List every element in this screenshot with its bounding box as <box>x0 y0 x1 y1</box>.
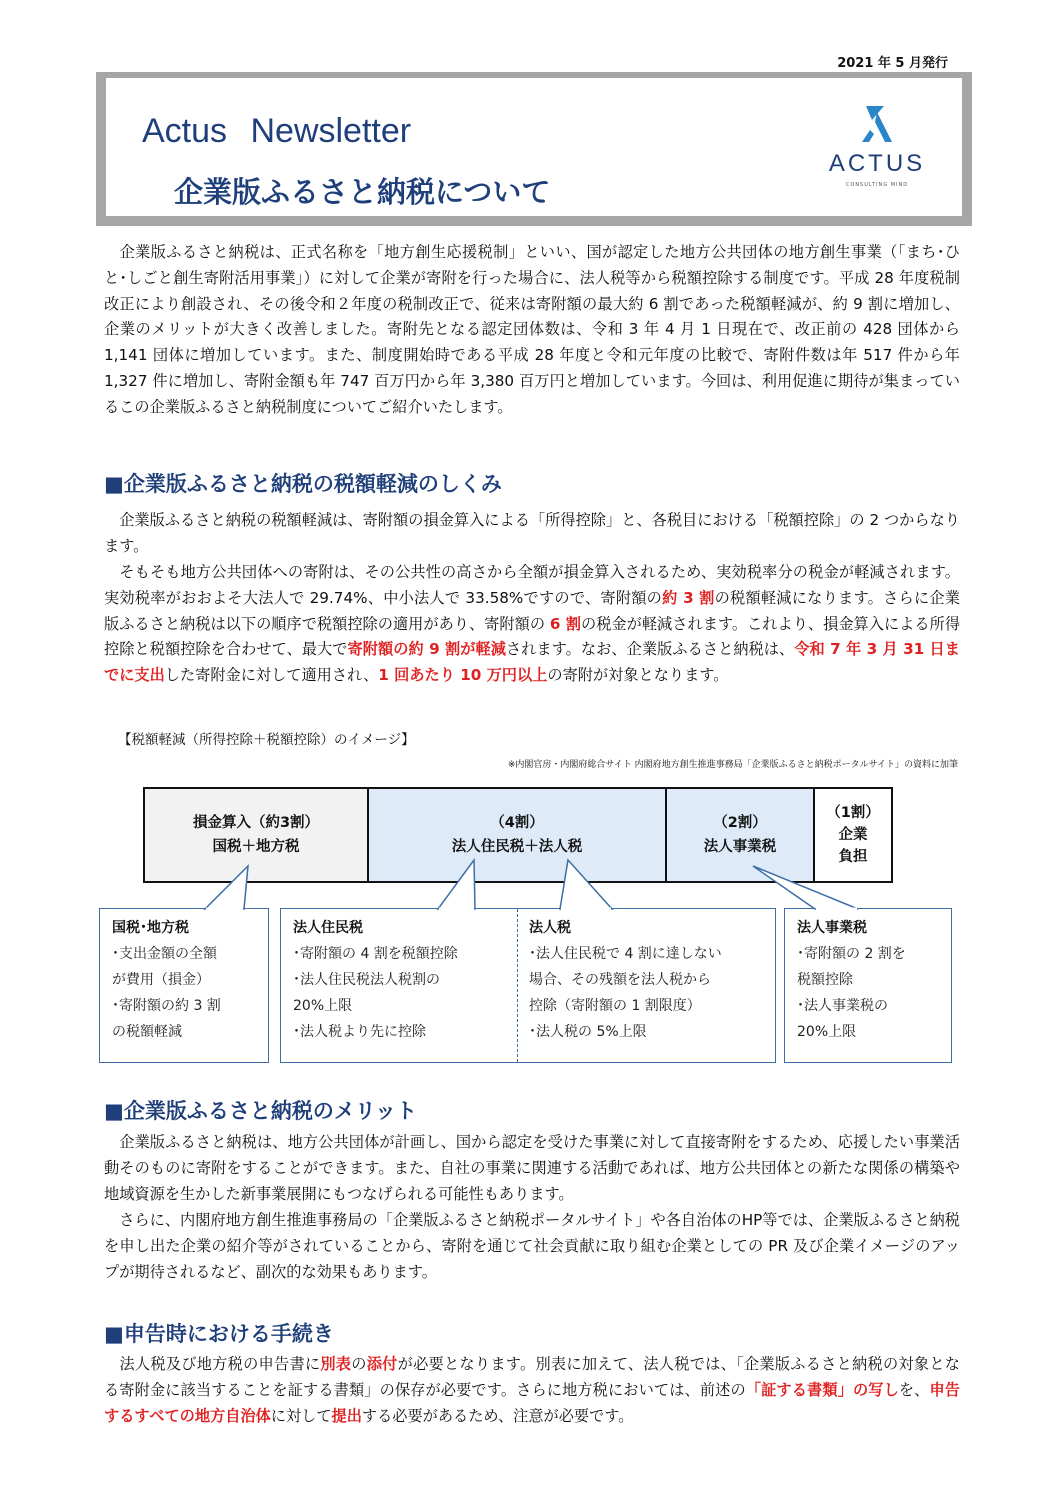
logo-text: ACTUS <box>828 150 926 177</box>
emphasis-text: 約 3 割 <box>662 588 715 607</box>
newsletter-header <box>96 72 972 226</box>
emphasis-text: 「証する書類」の写し <box>745 1380 899 1399</box>
callout-enterprise-tax: 法人事業税 ･寄附額の 2 割を 税額控除 ･法人事業税の 20%上限 <box>784 908 952 1063</box>
source-note: ※内閣官房・内閣府総合サイト 内閣府地方創生推進事務局「企業版ふるさと納税ポータルサイト」の資料に加筆 <box>507 760 958 770</box>
callout-national-local-tax: 国税･地方税 ･支出金額の全額 が費用（損金） ･寄附額の約 3 割 の税額軽減 <box>99 908 269 1063</box>
newsletter-subtitle: 企業版ふるさと納税について <box>174 175 551 209</box>
merits-paragraph-2: さらに、内閣府地方創生推進事務局の「企業版ふるさと納税ポータルサイト」や各自治体のHP等では、企業版ふるさと納税を申し出た企業の紹介等がされていることから、寄附を通じて社会貢献に取り組む企業としての PR 及び企業イメージのアップが期待されるなど、副次的な効果もあります。 <box>104 1211 960 1281</box>
issue-date: 2021 年 5 月発行 <box>837 56 948 71</box>
emphasis-text: 添付 <box>366 1355 398 1373</box>
newsletter-title: Actus Newsletter <box>142 112 412 150</box>
merits-paragraph-1: 企業版ふるさと納税は、地方公共団体が計画し、国から認定を受けた事業に対して直接寄附をするため、応援したい事業活動そのものに寄附をすることができます。また、自社の事業に関連する活動であれば、地方公共団体との新たな関係の構築や地域資源を生かした新事業展開にもつなげられる可能性もあります。 <box>104 1133 960 1203</box>
mechanism-paragraph-1: 企業版ふるさと納税の税額軽減は、寄附額の損金算入による「所得控除」と、各税目における「税額控除」の 2 つからなります。 <box>104 511 960 555</box>
mechanism-paragraph-2: そもそも地方公共団体への寄附は、その公共性の高さから全額が損金算入されるため、実効税率分の税金が軽減されます。実効税率がおおよそ大法人で 29.74%、中小法人で 33.58%ですので、寄附額の約 3 割の税額軽減になります。さらに企業版ふるさと納税は以下の順序で税額控除の適用があり、寄附額の 6 割の税金が軽減されます。これより、損金算入による所得控除と税額控除を合わせて、最大で寄附額の約 9 割が軽減されます。なお、企業版ふるさと納税は、令和 7 年 3 月 31 日までに支出した寄附金に対して適用され、1 回あたり 10 万円以上の寄附が対象となります。 <box>104 563 961 685</box>
filing-paragraph: 法人税及び地方税の申告書に別表の添付が必要となります。別表に加えて、法人税では、「企業版ふるさと納税の対象となる寄附金に該当することを証する書類」の保存が必要です。さらに地方税においては、前述の「証する書類」の写しを、申告するすべての地方自治体に対して提出する必要があるため、注意が必要です。 <box>104 1355 960 1425</box>
emphasis-text: 申告するすべての地方自治体 <box>104 1380 960 1425</box>
intro-paragraph: 企業版ふるさと納税は、正式名称を「地方創生応援税制」といい、国が認定した地方公共団体の地方創生事業（「まち･ひと･しごと創生寄附活用事業」）に対して企業が寄附を行った場合に、法人税等から税額控除する制度です。平成 28 年度税制改正により創設され、その後令和２年度の税制改正で、従来は寄附額の最大約 6 割であった税額軽減が、約 9 割に増加し、企業のメリットが大きく改善しました。寄附先となる認定団体数は、令和 3 年 4 月 1 日現在で、改正前の 428 団体から 1,141 団体に増加しています。また、制度開始時である平成 28 年度と令和元年度の比較で、寄附件数は年 517 件から年 1,327 件に増加し、寄附金額も年 747 百万円から年 3,380 百万円と増加しています。今回は、利用促進に期待が集まっているこの企業版ふるさと納税制度についてご紹介いたします。 <box>104 243 960 416</box>
section-heading-filing: ■申告時における手続き <box>104 1322 334 1346</box>
header-panel <box>106 78 962 216</box>
actus-logo <box>812 98 942 198</box>
emphasis-text: 別表 <box>320 1355 352 1373</box>
emphasis-text: 令和 7 年 3 月 31 日までに支出 <box>104 640 960 685</box>
emphasis-text: 6 割 <box>549 614 582 633</box>
section-heading-merits: ■企業版ふるさと納税のメリット <box>104 1099 418 1123</box>
deduction-box-company-burden: （1割） 企業 負担 <box>813 787 893 883</box>
callout-resident-corporate-tax: 法人住民税 ･寄附額の 4 割を税額控除 ･法人住民税法人税割の 20%上限 ･法人税より先に控除 法人税 ･法人住民税で 4 割に達しない 場合、その残額を法人税から 控除（寄附額の 1 割限度） ･法人税の 5%上限 <box>280 908 776 1063</box>
emphasis-text: 寄附額の約 9 割が軽減 <box>347 640 506 659</box>
logo-mark-icon <box>858 102 896 146</box>
callout-divider <box>517 909 518 1062</box>
deduction-box-resident-corporate: （4割） 法人住民税＋法人税 <box>367 787 667 883</box>
diagram-caption: 【税額軽減（所得控除＋税額控除）のイメージ】 <box>118 732 415 748</box>
deduction-box-enterprise: （2割） 法人事業税 <box>665 787 815 883</box>
emphasis-text: 1 回あたり 10 万円以上 <box>378 666 548 685</box>
logo-tagline: CONSULTING MIND <box>845 182 909 188</box>
section-heading-tax-mechanism: ■企業版ふるさと納税の税額軽減のしくみ <box>104 472 502 496</box>
deduction-box-income: 損金算入（約3割） 国税＋地方税 <box>143 787 369 883</box>
emphasis-text: 提出 <box>331 1406 362 1425</box>
